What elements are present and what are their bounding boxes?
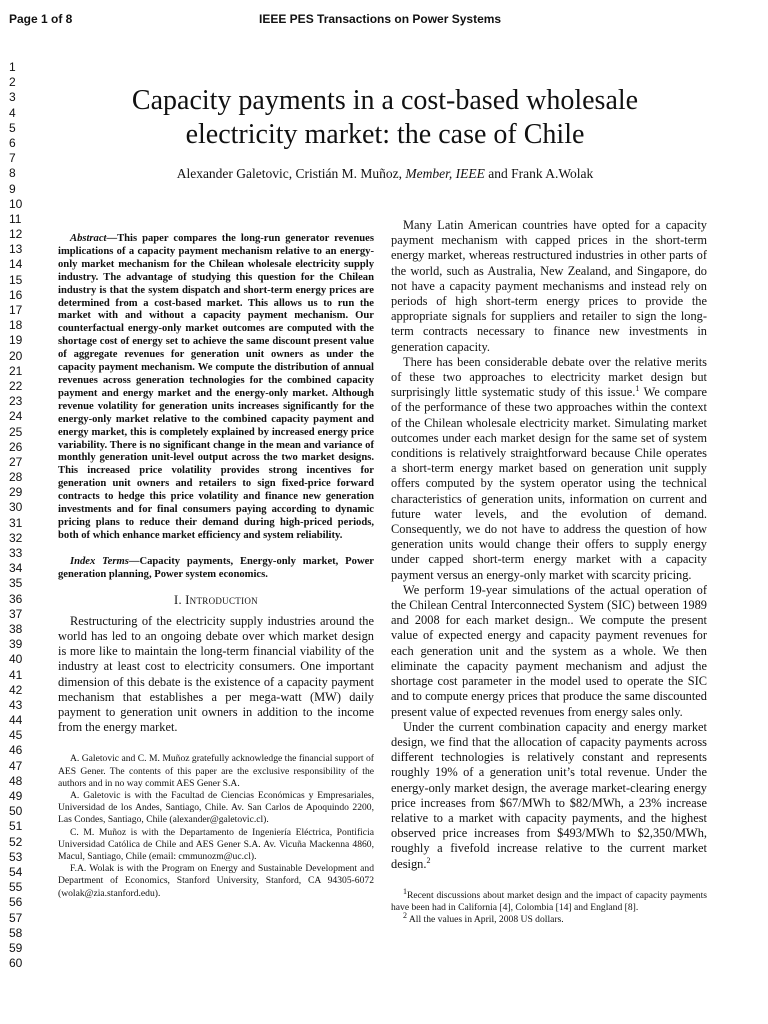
line-number: 21: [9, 363, 23, 378]
line-number: 60: [9, 956, 23, 971]
paragraph: [391, 720, 707, 872]
author-list: [55, 166, 715, 182]
line-number: 35: [9, 576, 23, 591]
line-number: 5: [9, 120, 16, 135]
line-number: 45: [9, 728, 23, 743]
paragraph: [391, 355, 707, 583]
paragraph-text: There has been considerable debate over the relative merits of these two approaches to electricity market design but surprisingly little systematic study of this issue.: [391, 354, 707, 400]
footnotes-right: [391, 886, 707, 927]
line-number: 20: [9, 348, 23, 363]
line-number: 2: [9, 75, 16, 90]
line-number: 3: [9, 90, 16, 105]
index-terms-text: —Capacity payments, Energy-only market, Power generation planning, Power system economics.: [58, 555, 374, 580]
right-body: [391, 218, 707, 872]
line-number: 51: [9, 819, 23, 834]
line-number: 15: [9, 272, 23, 287]
line-number: 29: [9, 485, 23, 500]
line-number: 16: [9, 287, 23, 302]
line-number: 50: [9, 804, 23, 819]
title-line-1: Capacity payments in a cost-based wholesale: [131, 85, 639, 116]
line-number: 25: [9, 424, 23, 439]
paragraph: Many Latin American countries have opted for a capacity payment mechanism with capped prices in the short-term energy market, whereas restructured industries in other parts of the world, such as Australia, New Zealand, and Singapore, do not have a capacity payment mechanisms and instead rely on periods of high short-term energy prices to provide the appropriate signals for suppliers and retailer to sign the long-term contracts necessary to finance new investments in generation capacity.: [391, 218, 707, 354]
line-number: 1: [9, 60, 16, 74]
footnote: [391, 910, 707, 926]
index-terms-label: Index Terms: [70, 555, 129, 567]
line-number: 24: [9, 409, 23, 424]
line-number: 32: [9, 530, 23, 545]
footnote-text: Recent discussions about market design and the impact of capacity payments have been had in California [4], Colombia [14] and England [8].: [391, 889, 707, 913]
section-number: I.: [174, 592, 186, 607]
authors-last: and Frank A.Wolak: [484, 166, 594, 181]
line-number: 57: [9, 910, 23, 925]
line-number: 41: [9, 667, 23, 682]
line-number: 44: [9, 713, 23, 728]
line-number: 43: [9, 697, 23, 712]
footnote: A. Galetovic is with the Facultad de Ciencias Económicas y Empresariales, Universidad de los Andes, Santiago, Chile. Av. San Carlos de Apoquindo 2200, Las Condes, Santiago, Chile (alexander@galetovic.cl).: [58, 790, 374, 826]
line-number: 26: [9, 439, 23, 454]
left-body: [58, 614, 374, 736]
footnote: [391, 886, 707, 914]
footnote-number: 1: [403, 886, 407, 896]
line-number: 27: [9, 454, 23, 469]
title-line-2: electricity market: the case of Chile: [185, 119, 585, 150]
footnote-number: 2: [403, 910, 407, 920]
paragraph: We perform 19-year simulations of the actual operation of the Chilean Central Interconnected System (SIC) between 1989 and 2008 for each market design.. We compute the present value of expected energy and capacity payment revenues for each generation unit and the system as a whole. We then eliminate the capacity payment mechanism and adjust the shortage cost parameter in the model used to operate the SIC and to compute energy prices that produce the same discounted present value of expected revenues from energy sales only.: [391, 582, 707, 719]
footnote-marker[interactable]: 2: [426, 855, 431, 865]
abstract-label: Abstract: [70, 233, 107, 244]
line-number: 42: [9, 682, 23, 697]
line-number: 19: [9, 333, 23, 348]
index-terms: [58, 556, 374, 582]
authors-names: Alexander Galetovic, Cristián M. Muñoz,: [176, 166, 406, 181]
line-number: 34: [9, 561, 23, 576]
line-number: 28: [9, 470, 23, 485]
paragraph: Restructuring of the electricity supply industries around the world has led to an ongoing debate over which market design is more like to maintain the long-term financial viability of the industry at least cost to electricity consumers. One important dimension of this debate is the existence of a capacity payment mechanism that establishes a per mega-watt (MW) daily payment to generation unit owners in addition to the income from the energy market.: [58, 613, 374, 735]
line-number: 52: [9, 834, 23, 849]
section-heading-introduction: [58, 593, 374, 608]
paragraph-text: We compare of the performance of these two approaches within the context of the Chilean wholesale electricity market. Simulating market outcomes under each market design for the same set of system conditions is relatively straightforward because Chile operates a short-term energy market based on generation unit supply offers computed by the system operator using the technical characteristics of generation units, information on current and future water levels, and the evolution of demand. Consequently, we do not have to address the question of how generation units would change their offers to supply energy under capped short-term energy market with a capacity payment versus an energy-only market with scarcity pricing.: [391, 385, 707, 582]
footnote-text: All the values in April, 2008 US dollars.: [407, 914, 564, 926]
line-number: 49: [9, 789, 23, 803]
line-number: 54: [9, 864, 23, 879]
authors-affiliation-grade: Member, IEEE: [405, 166, 485, 181]
line-number: 37: [9, 606, 23, 621]
line-number: 17: [9, 303, 23, 317]
paper-title: [55, 84, 715, 152]
line-number: 11: [9, 211, 22, 226]
footnotes-left: [58, 753, 374, 899]
line-number: 14: [9, 257, 23, 272]
line-number: 13: [9, 242, 23, 257]
line-number: 36: [9, 591, 23, 606]
line-number: 30: [9, 500, 23, 515]
line-number: 31: [9, 515, 23, 530]
line-number: 47: [9, 758, 23, 773]
abstract-text: —This paper compares the long-run generator revenues implications of a capacity payment mechanism relative to an energy-only market mechanism for the Chilean wholesale electricity supply industry. The advantage of studying this question for the Chilean industry is that the system dispatch and short-term energy prices are determined from a cost-based market. This allows us to run the market with and without a capacity payment mechanism. Our counterfactual energy-only market outcomes are computed with the shortage cost of energy set to achieve the same discount present value of aggregate revenues for generation unit owners as under the capacity payment mechanism. We compute the distribution of annual revenues across generation technologies for the combined capacity payment and energy market and the energy-only market. Although revenue volatility for generation units increases significantly for the energy-only market relative to the combined capacity payment and energy market, this is completely explained by increased energy price variability. There is no significant change in the mean and variance of monthly generation unit-level output across the two market designs. This increased price volatility provides strong incentives for generation unit owners and retailers to sign fixed-price forward contracts to hedge this price volatility and finance new generation investments and for final consumers paying according to dynamic pricing plans to reduce their demand during high-priced periods, both of which enhance market efficiency and system reliability.: [58, 233, 374, 541]
line-number: 4: [9, 105, 16, 120]
line-number: 56: [9, 895, 23, 910]
line-number: 18: [9, 318, 23, 333]
line-number: 8: [9, 166, 16, 181]
footnote: A. Galetovic and C. M. Muñoz gratefully acknowledge the financial support of AES Gener. The contents of this paper are the exclusive responsibility of the authors and in no way commit AES Gener S.A.: [58, 753, 374, 789]
line-number: 22: [9, 378, 23, 393]
line-numbers: [9, 60, 33, 971]
footnote: C. M. Muñoz is with the Departamento de Ingeniería Eléctrica, Pontificia Universidad Católica de Chile and AES Gener S.A. Av. Vicuña Mackenna 4860, Macul, Santiago, Chile (email: cmmunozm@uc.cl).: [58, 826, 374, 863]
journal-name-header: IEEE PES Transactions on Power Systems: [259, 12, 502, 26]
left-column: [58, 233, 374, 900]
paragraph-text: Under the current combination capacity and energy market design, we find that the allocation of capacity payments across different technologies is relatively constant and represents roughly 19% of a generation unit’s total revenue. Under the energy-only market design, the average market-clearing energy price increases from $67/MWh to $82/MWh, a 23% increase relative to a market with capacity payments, and the highest observed price increases from $493/MWh to $2,350/MWh, roughly a fivefold increase relative to the current market design.: [391, 719, 707, 871]
line-number: 10: [9, 196, 23, 211]
line-number: 38: [9, 621, 23, 636]
line-number: 7: [9, 151, 16, 166]
line-number: 59: [9, 940, 23, 955]
page-number-header: Page 1 of 8: [9, 12, 73, 26]
line-number: 12: [9, 227, 23, 242]
footnote: F.A. Wolak is with the Program on Energy and Sustainable Development and Department of Economics, Stanford University, Stanford, CA 94305-6072 (wolak@zia.stanford.edu).: [58, 863, 374, 899]
line-number: 6: [9, 135, 16, 150]
line-number: 53: [9, 849, 23, 864]
line-number: 39: [9, 637, 23, 652]
line-number: 46: [9, 743, 23, 758]
line-number: 55: [9, 880, 23, 895]
line-number: 23: [9, 394, 23, 409]
line-number: 40: [9, 652, 23, 667]
right-column: [391, 218, 707, 926]
section-title: Introduction: [185, 592, 258, 607]
line-number: 48: [9, 773, 23, 788]
line-number: 58: [9, 925, 23, 940]
abstract: [58, 233, 374, 543]
line-number: 33: [9, 546, 23, 560]
footnote-marker[interactable]: 1: [635, 384, 640, 394]
line-number: 9: [9, 181, 16, 196]
